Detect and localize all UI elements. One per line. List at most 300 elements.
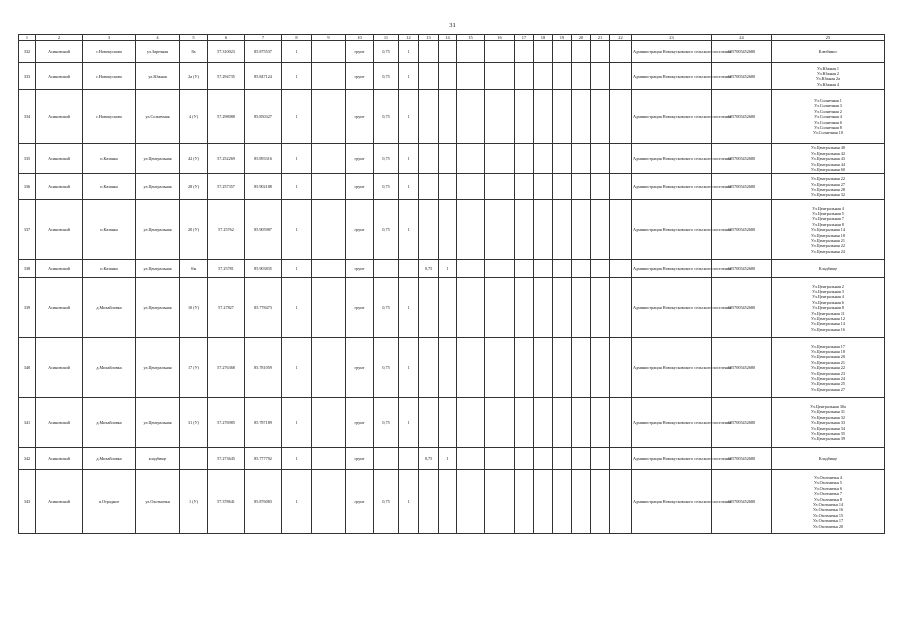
street-cell: ул.Заречная [136, 41, 180, 63]
note-line: Ул.Охотничья 8 [813, 496, 843, 502]
col14-cell [439, 174, 457, 200]
empty-cell [534, 63, 553, 90]
house-cell: 10 (У) [180, 278, 208, 338]
organization-cell: Администрация Новокусковского сельского поселения [632, 398, 712, 448]
empty-cell [553, 398, 572, 448]
empty-cell [515, 448, 534, 470]
col11-cell: 0,75 [374, 200, 399, 260]
col14-cell [439, 41, 457, 63]
house-cell: 1 (У) [180, 470, 208, 534]
house-cell: 28 (У) [180, 174, 208, 200]
organization-cell: Администрация Новокусковского сельского поселения [632, 448, 712, 470]
table-row [19, 448, 885, 470]
note-line: Ул.Охотничья 6 [813, 485, 843, 491]
note-line: Ул.Центральная 18 [811, 232, 845, 238]
surface-cell: грунт [346, 144, 374, 174]
empty-cell [610, 41, 632, 63]
note-line: Ул.Охотничья 16 [812, 507, 844, 513]
note-line: Ул.Солнечная 8 [814, 125, 842, 131]
note-line: Ул.Центральная 5 [812, 210, 844, 216]
ogrn-cell: 1057005452680 [712, 174, 772, 200]
column-header: 14 [439, 35, 457, 41]
note-line: Ул.Охотничья 20 [812, 523, 844, 529]
empty-cell [312, 448, 346, 470]
col14-cell [439, 278, 457, 338]
empty-cell [572, 470, 591, 534]
ogrn-cell: 1057005452680 [712, 41, 772, 63]
settlement-cell: п.Казанка [83, 144, 136, 174]
note-line: Ул.Центральная 28 [811, 186, 845, 192]
col12-cell: 1 [399, 174, 419, 200]
col11-cell: 0,75 [374, 90, 399, 144]
empty-cell [591, 144, 610, 174]
empty-cell [553, 63, 572, 90]
ogrn-cell: 1057005452680 [712, 278, 772, 338]
longitude-cell: 85.847124 [245, 63, 282, 90]
empty-cell [515, 90, 534, 144]
organization-cell: Администрация Новокусковского сельского поселения [632, 260, 712, 278]
empty-cell [610, 144, 632, 174]
empty-cell [591, 278, 610, 338]
street-cell: ул.Южная [136, 63, 180, 90]
organization-cell: Администрация Новокусковского сельского поселения [632, 41, 712, 63]
empty-cell [457, 398, 485, 448]
settlement-cell: с.Новокусково [83, 63, 136, 90]
col14-cell [439, 144, 457, 174]
note-line: Ул.Центральная 44 [811, 161, 845, 167]
district-cell: Асиновский [36, 174, 83, 200]
empty-cell [591, 448, 610, 470]
table-row [19, 398, 885, 448]
note-line: Ул.Солнечная 10 [813, 130, 843, 136]
note-line: Ул.Центральная 21 [811, 238, 845, 244]
note-line: Ул.Центральная 22 [811, 243, 845, 249]
empty-cell [485, 63, 515, 90]
empty-cell [485, 144, 515, 174]
note-line: Ул.Охотничья 15 [812, 512, 844, 518]
empty-cell [591, 470, 610, 534]
col8-cell: 1 [282, 470, 312, 534]
longitude-cell: 85.875537 [245, 41, 282, 63]
note-line: Ул.Центральная 22 [811, 176, 845, 182]
row-number: 342 [19, 448, 36, 470]
empty-cell [610, 448, 632, 470]
note-line: Ул.Центральная 14 [811, 227, 845, 233]
empty-cell [553, 174, 572, 200]
table-row [19, 338, 885, 398]
note-line: Ул.Солнечная 1 [814, 97, 842, 103]
empty-cell [572, 174, 591, 200]
column-header: 10 [346, 35, 374, 41]
district-cell: Асиновский [36, 63, 83, 90]
empty-cell [572, 144, 591, 174]
col12-cell: 1 [399, 278, 419, 338]
note-line: Ул.Центральная 17 [811, 343, 845, 349]
empty-cell [572, 448, 591, 470]
empty-cell [553, 90, 572, 144]
empty-cell [312, 144, 346, 174]
table-row [19, 63, 885, 90]
notes-cell [772, 278, 885, 338]
empty-cell [457, 41, 485, 63]
organization-cell: Администрация Новокусковского сельского поселения [632, 63, 712, 90]
house-cell [180, 448, 208, 470]
note-line: Ул.Центральная 16 [811, 326, 845, 332]
organization-cell: Администрация Новокусковского сельского поселения [632, 144, 712, 174]
empty-cell [457, 338, 485, 398]
empty-cell [534, 200, 553, 260]
note-line: Кладбище [818, 266, 838, 272]
empty-cell [572, 90, 591, 144]
col11-cell: 0,75 [374, 398, 399, 448]
longitude-cell: 85.905987 [245, 200, 282, 260]
surface-cell: грунт [346, 278, 374, 338]
street-cell: ул.Центральная [136, 278, 180, 338]
organization-cell: Администрация Новокусковского сельского поселения [632, 200, 712, 260]
note-line: Кладбище [818, 456, 838, 462]
column-header: 15 [457, 35, 485, 41]
notes-cell [772, 200, 885, 260]
col8-cell: 1 [282, 174, 312, 200]
note-line: Ул.Солнечная 2 [814, 108, 842, 114]
column-header: 4 [136, 35, 180, 41]
note-line: Ул.Центральная 21 [811, 359, 845, 365]
column-header: 19 [553, 35, 572, 41]
column-header: 8 [282, 35, 312, 41]
col12-cell: 1 [399, 200, 419, 260]
column-header: 3 [83, 35, 136, 41]
row-number: 337 [19, 200, 36, 260]
ogrn-cell: 1057005452680 [712, 470, 772, 534]
house-cell: 8а [180, 41, 208, 63]
note-line: Ул.Центральная 4 [812, 294, 844, 300]
notes-cell [772, 260, 885, 278]
empty-cell [515, 338, 534, 398]
empty-cell [515, 200, 534, 260]
empty-cell [610, 398, 632, 448]
col11-cell: 0,75 [374, 144, 399, 174]
column-header: 5 [180, 35, 208, 41]
note-line: Ул.Охотничья 14 [812, 501, 844, 507]
note-line: Ул.Центральная 34 [811, 425, 845, 431]
empty-cell [457, 63, 485, 90]
empty-cell [312, 338, 346, 398]
column-header: 16 [485, 35, 515, 41]
latitude-cell: 57.310023 [208, 41, 245, 63]
empty-cell [553, 41, 572, 63]
column-header: 13 [419, 35, 439, 41]
column-header: 11 [374, 35, 399, 41]
note-line: Ул.Южная 1 [816, 65, 840, 71]
col13-cell: 0,75 [419, 260, 439, 278]
empty-cell [312, 90, 346, 144]
empty-cell [457, 174, 485, 200]
longitude-cell: 85.850327 [245, 90, 282, 144]
note-line: Ул.Центральная 27 [811, 181, 845, 187]
note-line: Ул.Центральная 27 [811, 386, 845, 392]
street-cell: ул.Центральная [136, 338, 180, 398]
notes-cell [772, 338, 885, 398]
note-line: Ул.Центральная 3 [812, 288, 844, 294]
note-line: Ул.Охотничья 17 [812, 518, 844, 524]
settlement-cell: п.Казанка [83, 174, 136, 200]
empty-cell [312, 63, 346, 90]
column-header: 20 [572, 35, 591, 41]
longitude-cell: 85.781059 [245, 338, 282, 398]
empty-cell [485, 174, 515, 200]
empty-cell [457, 90, 485, 144]
note-line: Ул.Центральная 22 [811, 365, 845, 371]
empty-cell [610, 63, 632, 90]
col8-cell: 1 [282, 398, 312, 448]
note-line: Ул.Охотничья 4 [813, 474, 843, 480]
empty-cell [457, 200, 485, 260]
empty-cell [485, 448, 515, 470]
empty-cell [515, 278, 534, 338]
column-header: 6 [208, 35, 245, 41]
note-line: Ул.Солнечная 3 [814, 103, 842, 109]
empty-cell [312, 398, 346, 448]
table-body [19, 41, 885, 534]
house-cell: 17 (У) [180, 338, 208, 398]
note-line: Ул.Центральная 39 [811, 436, 845, 442]
col11-cell [374, 448, 399, 470]
empty-cell [312, 174, 346, 200]
col13-cell [419, 144, 439, 174]
settlement-cell: д.Михайловка [83, 278, 136, 338]
house-cell: 20 (У) [180, 200, 208, 260]
note-line: Ул.Центральная 35 [811, 431, 845, 437]
col13-cell [419, 470, 439, 534]
col14-cell: 1 [439, 260, 457, 278]
empty-cell [534, 448, 553, 470]
street-cell: ул.Охотничья [136, 470, 180, 534]
notes-cell [772, 398, 885, 448]
street-cell: ул.Центральная [136, 174, 180, 200]
empty-cell [591, 41, 610, 63]
ogrn-cell: 1057005452680 [712, 448, 772, 470]
latitude-cell: 57.276368 [208, 338, 245, 398]
district-cell: Асиновский [36, 448, 83, 470]
ogrn-cell: 1057005452680 [712, 398, 772, 448]
note-line: Ул.Солнечная 6 [814, 119, 842, 125]
empty-cell [515, 63, 534, 90]
empty-cell [572, 278, 591, 338]
empty-cell [534, 338, 553, 398]
settlement-cell: д.Михайловка [83, 338, 136, 398]
col14-cell [439, 398, 457, 448]
note-line: Ул.Центральная 42 [811, 150, 845, 156]
district-cell: Асиновский [36, 200, 83, 260]
latitude-cell: 57.252269 [208, 144, 245, 174]
col14-cell [439, 90, 457, 144]
surface-cell: грунт [346, 174, 374, 200]
ogrn-cell: 1057005452680 [712, 90, 772, 144]
empty-cell [553, 144, 572, 174]
empty-cell [515, 41, 534, 63]
note-line: Ул.Центральная 6 [812, 299, 844, 305]
col13-cell [419, 338, 439, 398]
empty-cell [457, 448, 485, 470]
empty-cell [534, 41, 553, 63]
empty-cell [553, 278, 572, 338]
district-cell: Асиновский [36, 90, 83, 144]
longitude-cell: 85.787189 [245, 398, 282, 448]
column-header: 12 [399, 35, 419, 41]
empty-cell [591, 398, 610, 448]
empty-cell [457, 260, 485, 278]
note-line: Ул.Центральная 7 [812, 216, 844, 222]
settlement-cell: д.Михайловка [83, 398, 136, 448]
table-row [19, 470, 885, 534]
notes-cell [772, 63, 885, 90]
street-cell: ул.Центральная [136, 144, 180, 174]
house-cell: 31 (У) [180, 398, 208, 448]
col12-cell: 1 [399, 41, 419, 63]
col8-cell: 1 [282, 144, 312, 174]
surface-cell: грунт [346, 200, 374, 260]
note-line: Ул.Центральная 24 [811, 376, 845, 382]
empty-cell [515, 144, 534, 174]
latitude-cell: 57.298088 [208, 90, 245, 144]
ogrn-cell: 1057005452680 [712, 338, 772, 398]
col11-cell [374, 260, 399, 278]
note-line: Ул.Центральная 32 [811, 192, 845, 198]
empty-cell [610, 174, 632, 200]
col13-cell [419, 200, 439, 260]
notes-cell [772, 41, 885, 63]
longitude-cell: 85.777792 [245, 448, 282, 470]
table-row [19, 144, 885, 174]
empty-cell [553, 470, 572, 534]
note-line: Ул.Центральная 4 [812, 205, 844, 211]
surface-cell: грунт [346, 470, 374, 534]
table-row [19, 260, 885, 278]
settlement-cell: п.Отрадное [83, 470, 136, 534]
col12-cell [399, 260, 419, 278]
surface-cell: грунт [346, 448, 374, 470]
note-line: Ул.Центральная 12 [811, 316, 845, 322]
row-number: 338 [19, 260, 36, 278]
empty-cell [534, 260, 553, 278]
empty-cell [312, 200, 346, 260]
surface-cell: грунт [346, 90, 374, 144]
row-number: 334 [19, 90, 36, 144]
column-header: 2 [36, 35, 83, 41]
empty-cell [591, 260, 610, 278]
column-header: 7 [245, 35, 282, 41]
notes-cell [772, 90, 885, 144]
ogrn-cell: 1057005452680 [712, 200, 772, 260]
empty-cell [610, 90, 632, 144]
col13-cell [419, 41, 439, 63]
empty-cell [485, 90, 515, 144]
empty-cell [572, 338, 591, 398]
col14-cell [439, 338, 457, 398]
empty-cell [485, 260, 515, 278]
row-number: 340 [19, 338, 36, 398]
note-line: Ул.Охотничья 7 [813, 491, 843, 497]
empty-cell [312, 41, 346, 63]
empty-cell [515, 398, 534, 448]
notes-cell [772, 174, 885, 200]
empty-cell [610, 278, 632, 338]
empty-cell [515, 260, 534, 278]
note-line: Клюбинос [818, 49, 838, 55]
empty-cell [610, 470, 632, 534]
col8-cell: 1 [282, 63, 312, 90]
settlement-cell: д.Михайловка [83, 448, 136, 470]
note-line: Ул.Центральная 18 [811, 348, 845, 354]
col8-cell: 1 [282, 338, 312, 398]
district-cell: Асиновский [36, 41, 83, 63]
surface-cell: грунт [346, 41, 374, 63]
note-line: Ул.Южная 2 [816, 71, 840, 76]
empty-cell [485, 200, 515, 260]
page-number: 31 [449, 22, 456, 29]
ogrn-cell: 1057005452680 [712, 144, 772, 174]
col8-cell: 1 [282, 278, 312, 338]
note-line: Ул.Центральная 30а [810, 403, 846, 409]
col12-cell [399, 448, 419, 470]
col12-cell: 1 [399, 144, 419, 174]
empty-cell [572, 41, 591, 63]
surface-cell: грунт [346, 338, 374, 398]
empty-cell [572, 398, 591, 448]
empty-cell [591, 174, 610, 200]
col14-cell [439, 63, 457, 90]
row-number: 332 [19, 41, 36, 63]
note-line: Ул.Центральная 8 [812, 221, 844, 227]
latitude-cell: 57.27827 [208, 278, 245, 338]
row-number: 336 [19, 174, 36, 200]
district-cell: Асиновский [36, 398, 83, 448]
note-line: Ул.Центральная 43 [811, 156, 845, 162]
organization-cell: Администрация Новокусковского сельского поселения [632, 174, 712, 200]
empty-cell [572, 200, 591, 260]
col8-cell: 1 [282, 90, 312, 144]
house-cell: 4 (У) [180, 90, 208, 144]
col14-cell [439, 470, 457, 534]
street-cell: ул.Центральная [136, 398, 180, 448]
settlement-cell: с.Новокусково [83, 90, 136, 144]
col8-cell: 1 [282, 41, 312, 63]
col13-cell [419, 398, 439, 448]
row-number: 335 [19, 144, 36, 174]
column-header: 18 [534, 35, 553, 41]
empty-cell [312, 260, 346, 278]
settlement-cell: с.Новокусково [83, 41, 136, 63]
empty-cell [534, 398, 553, 448]
col13-cell [419, 90, 439, 144]
longitude-cell: 85.893316 [245, 144, 282, 174]
note-line: Ул.Южная 2а [816, 76, 840, 82]
empty-cell [485, 398, 515, 448]
col12-cell: 1 [399, 470, 419, 534]
district-cell: Асиновский [36, 470, 83, 534]
note-line: Ул.Центральная 24 [811, 248, 845, 254]
empty-cell [457, 144, 485, 174]
row-number: 341 [19, 398, 36, 448]
col14-cell [439, 200, 457, 260]
col13-cell [419, 174, 439, 200]
settlement-cell: п.Казанка [83, 260, 136, 278]
street-cell: ул.Центральная [136, 260, 180, 278]
row-number: 343 [19, 470, 36, 534]
note-line: Ул.Центральная 31 [811, 409, 845, 415]
column-header: 23 [632, 35, 712, 41]
registry-table [18, 34, 885, 534]
